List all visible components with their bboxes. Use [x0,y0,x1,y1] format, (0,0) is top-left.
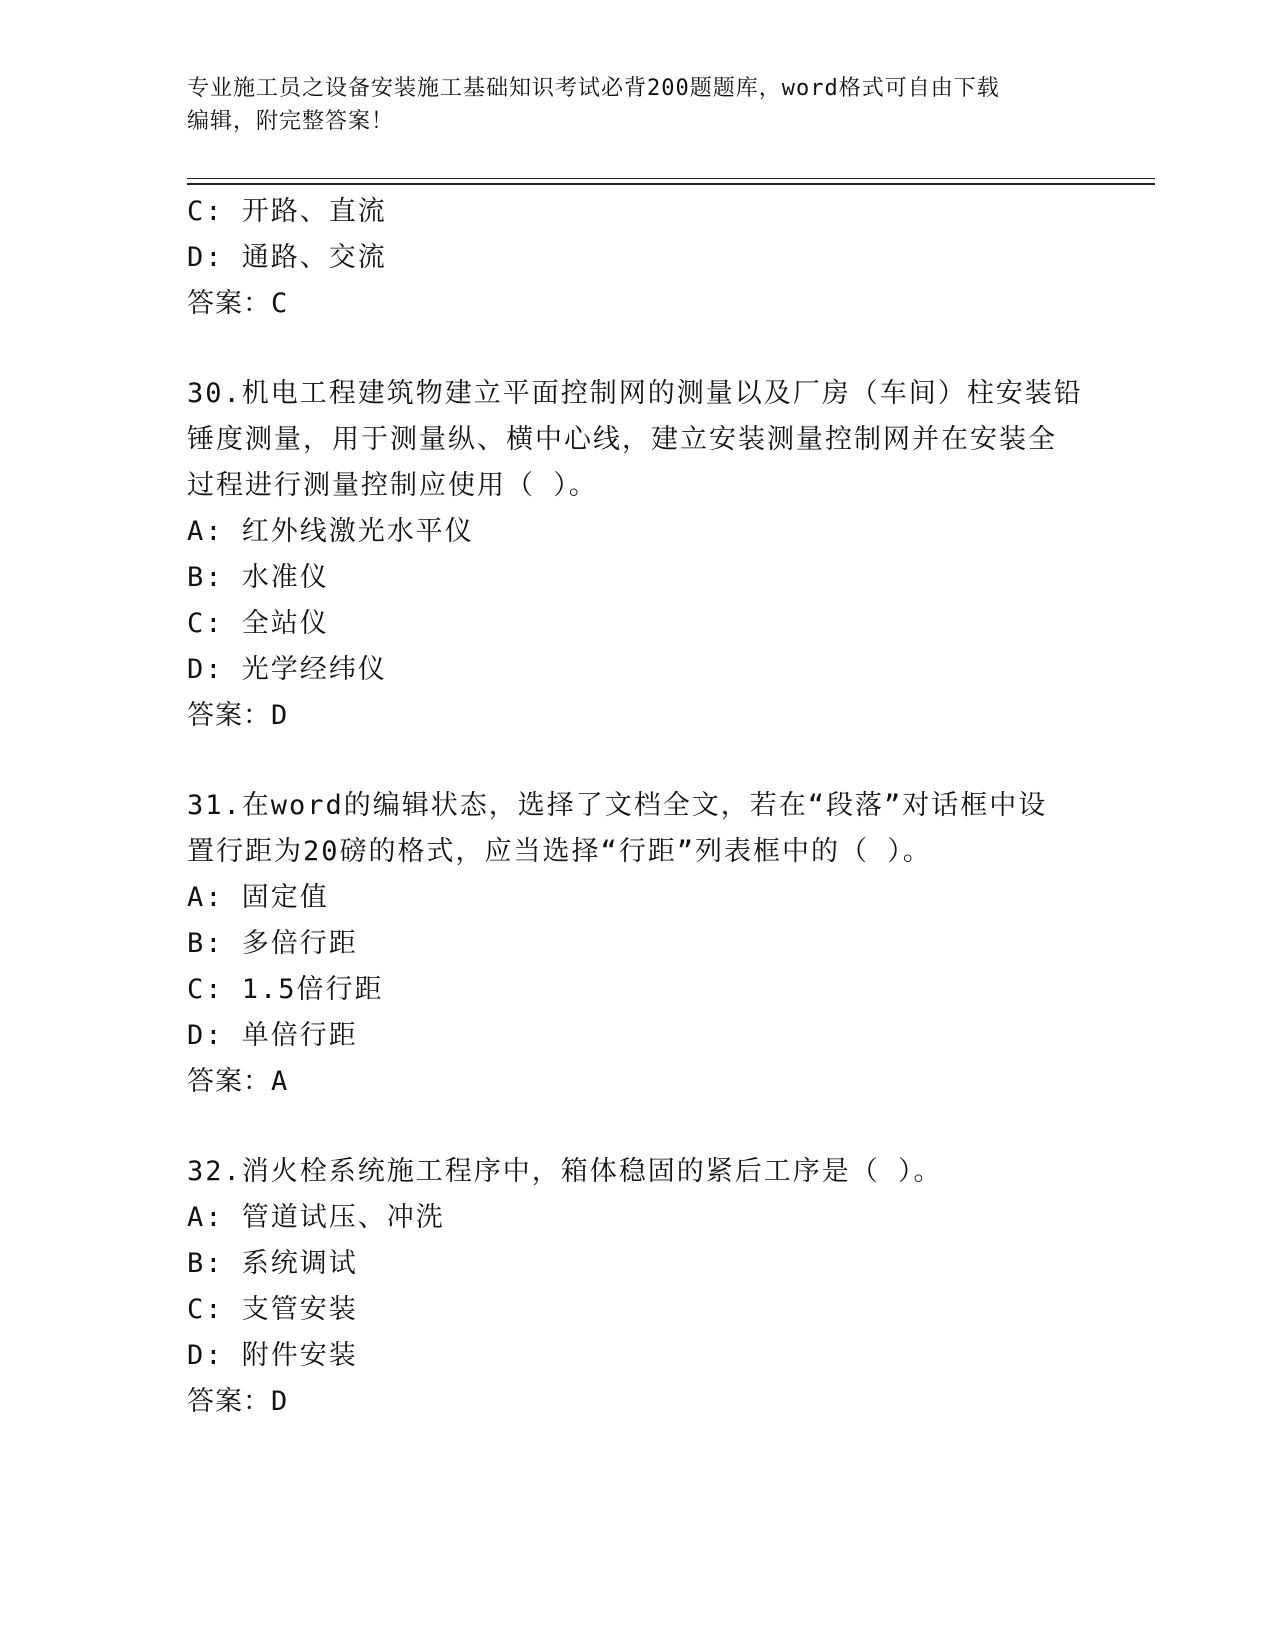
option-text: 光学经纬仪 [241,654,387,685]
option-text: 红外线激光水平仪 [241,516,474,547]
option-line [187,1013,1087,1059]
option-line [187,601,1087,647]
option-line [187,509,1087,555]
option-line [187,1195,1087,1241]
option-letter: A: [187,516,224,547]
option-line [187,1333,1087,1379]
option-text: 多倍行距 [241,928,358,959]
question-text-line: 30.机电工程建筑物建立平面控制网的测量以及厂房（车间）柱安装铅 [187,378,1083,409]
option-letter: D: [187,242,224,273]
option-letter: D: [187,1020,224,1051]
option-line [187,1287,1087,1333]
option-line [187,555,1087,601]
question-text-line: 置行距为20磅的格式，应当选择“行距”列表框中的（ ）。 [187,836,932,867]
option-text: 水准仪 [241,562,329,593]
answer-line: 答案：D [187,700,289,731]
option-text: 支管安装 [241,1294,358,1325]
option-line [187,875,1087,921]
option-letter: C: [187,196,224,227]
option-letter: B: [187,1248,224,1279]
option-letter: D: [187,654,224,685]
option-line [187,647,1087,693]
question-text-line: 过程进行测量控制应使用（ ）。 [187,470,598,501]
option-letter: A: [187,1202,224,1233]
header-divider-thin [187,178,1155,179]
spacer [187,327,1087,371]
answer-line: 答案：A [187,1066,289,1097]
document-body [187,189,1087,1425]
option-text: 1.5倍行距 [241,974,384,1005]
option-line [187,1241,1087,1287]
option-line [187,967,1087,1013]
header-line-1: 专业施工员之设备安装施工基础知识考试必背200题题库，word格式可自由下载 [187,76,1000,101]
option-text: 系统调试 [241,1248,358,1279]
option-text: 单倍行距 [241,1020,358,1051]
spacer [187,739,1087,783]
option-text: 开路、直流 [241,196,387,227]
spacer [187,1105,1087,1149]
prev-question-block [187,189,1087,327]
option-text: 附件安装 [241,1340,358,1371]
answer-line: 答案：C [187,288,289,319]
option-line [187,235,1087,281]
question-text-line: 31.在word的编辑状态，选择了文档全文，若在“段落”对话框中设 [187,790,1048,821]
option-letter: C: [187,1294,224,1325]
option-letter: C: [187,608,224,639]
option-text: 固定值 [241,882,329,913]
option-letter: D: [187,1340,224,1371]
question-block-30 [187,371,1087,739]
option-letter: B: [187,928,224,959]
document-header [187,72,1067,138]
question-block-31 [187,783,1087,1105]
question-text-line: 32.消火栓系统施工程序中，箱体稳固的紧后工序是（ ）。 [187,1156,943,1187]
option-text: 全站仪 [241,608,329,639]
option-line [187,189,1087,235]
option-text: 通路、交流 [241,242,387,273]
option-letter: C: [187,974,224,1005]
option-line [187,921,1087,967]
option-letter: A: [187,882,224,913]
option-letter: B: [187,562,224,593]
question-block-32 [187,1149,1087,1425]
question-text-line: 锤度测量，用于测量纵、横中心线，建立安装测量控制网并在安装全 [187,424,1057,455]
header-divider-thick [187,183,1155,185]
answer-line: 答案：D [187,1386,289,1417]
header-line-2: 编辑，附完整答案！ [187,109,395,134]
option-text: 管道试压、冲洗 [241,1202,445,1233]
